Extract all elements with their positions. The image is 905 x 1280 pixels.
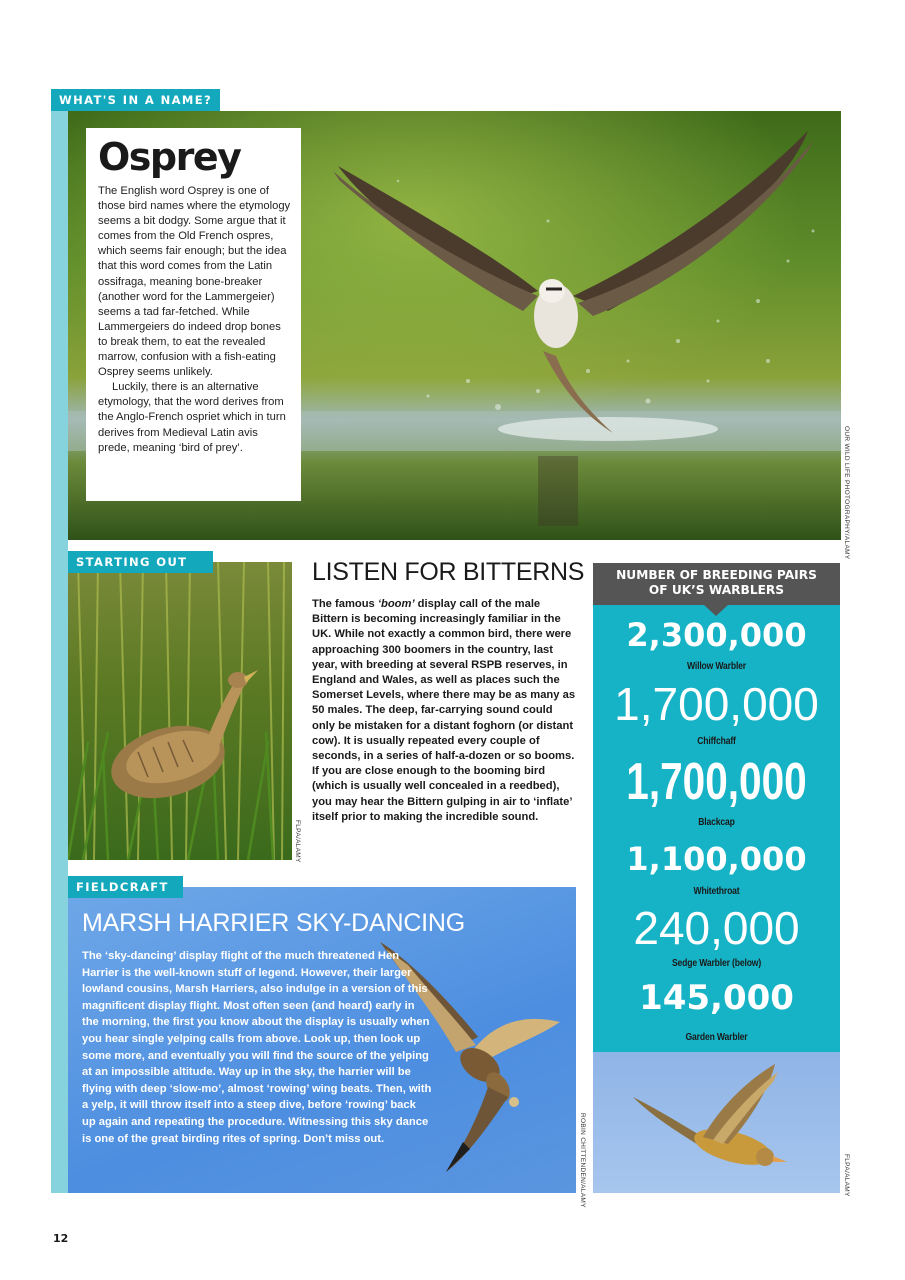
- warbler-name: Sedge Warbler (below): [671, 957, 762, 969]
- section-tag-fieldcraft: FIELDCRAFT: [68, 876, 183, 898]
- warbler-name: Whitethroat: [693, 885, 740, 897]
- bittern-photo: [68, 562, 292, 860]
- warbler-number: 1,100,000: [626, 840, 807, 878]
- warbler-panel-header: [593, 563, 840, 605]
- page-number: 12: [53, 1232, 69, 1245]
- warbler-header-line-2: OF UK’S WARBLERS: [648, 583, 785, 597]
- warbler-header-pointer: [704, 605, 728, 616]
- marsh-harrier-heading: MARSH HARRIER SKY-DANCING: [82, 909, 466, 937]
- warbler-name: Willow Warbler: [686, 660, 747, 672]
- bittern-body: [312, 597, 577, 825]
- warbler-name: Garden Warbler: [685, 1031, 748, 1043]
- osprey-photo-credit: OUR WILD LIFE PHOTOGRAPHY/ALAMY: [843, 426, 850, 560]
- warbler-number: 1,700,000: [614, 678, 819, 730]
- warbler-number: 1,700,000: [626, 753, 807, 811]
- bittern-photo-credit: FLPA/ALAMY: [294, 820, 301, 863]
- section-tag-whats-in-a-name: WHAT'S IN A NAME?: [51, 89, 220, 111]
- bittern-heading: LISTEN FOR BITTERNS: [312, 558, 585, 586]
- sedge-warbler-photo: [593, 1052, 840, 1193]
- warbler-name: Blackcap: [698, 816, 735, 828]
- marsh-photo-credit: ROBIN CHITTENDEN/ALAMY: [579, 1113, 586, 1208]
- osprey-title: Osprey: [98, 135, 241, 179]
- warbler-number: 145,000: [639, 978, 794, 1018]
- osprey-paragraph-1: The English word Osprey is one of those bird names where the etymology seems a bit dodgy. Some argue that it comes from the Old French ospres, which seems fair enough; but the idea that this word comes from the Latin ossifraga, meaning bone-breaker (another word for the Lammergeier) seems a tad far-fetched. While Lammergeiers do indeed drop bones to break them, to eat the revealed marrow, confusion with a fish-eating Osprey seems unlikely.: [98, 185, 291, 379]
- warbler-header-line-1: NUMBER OF BREEDING PAIRS: [616, 568, 817, 582]
- osprey-text-box: [86, 128, 301, 501]
- section-tag-starting-out: STARTING OUT: [68, 551, 213, 573]
- warbler-photo-credit: FLPA/ALAMY: [843, 1154, 850, 1197]
- warbler-number: 2,300,000: [626, 616, 807, 654]
- bittern-body-start: The famous: [312, 598, 378, 610]
- warbler-name: Chiffchaff: [697, 735, 736, 747]
- left-accent-bar: [51, 111, 68, 1193]
- bittern-body-emphasis: ‘boom’: [377, 598, 415, 610]
- osprey-paragraph-2: Luckily, there is an alternative etymology, that the word derives from the Anglo-French ospriet which in turn derives from Medieval Latin avis prede, meaning ‘bird of prey’.: [98, 381, 286, 454]
- marsh-harrier-body: The ‘sky-dancing’ display flight of the much threatened Hen Harrier is the well-known stuff of legend. However, their larger lowland cousins, Marsh Harriers, also indulge in a version of this magnificent display flight. Most often seen (and heard) early in the morning, the first you know about the display is usually when you hear single yelping calls from above. Look up, then look up some more, and eventually you will find the source of the yelping at an impossible altitude. Way up in the sky, the harrier will be flying with deep ‘slow-mo’, almost ‘rowing’ wing beats. Then, with a yelp, it will throw itself into a steep dive, before ‘rowing’ back up again and repeating the procedure. Witnessing this sky dance is one of the great birding rites of spring. Don’t miss out.: [82, 950, 432, 1145]
- warbler-number: 240,000: [633, 902, 800, 954]
- bittern-body-rest: display call of the male Bittern is becoming increasingly familiar in the UK. While not exactly a common bird, there were approaching 300 boomers in the country, last year, with breeding at several RSPB reserves, in England and Wales, as well as places such the Somerset Levels, where there may be as many as 50 males. The deep, far-carrying sound could only be mistaken for a distant foghorn (or distant cow). It is usually repeated every couple of seconds, in a series of half-a-dozen or so booms. If you are close enough to the booming bird (which is usually well concealed in a reedbed), you may hear the Bittern gulping in air to ‘inflate’ itself prior to making the incredible sound.: [312, 598, 576, 823]
